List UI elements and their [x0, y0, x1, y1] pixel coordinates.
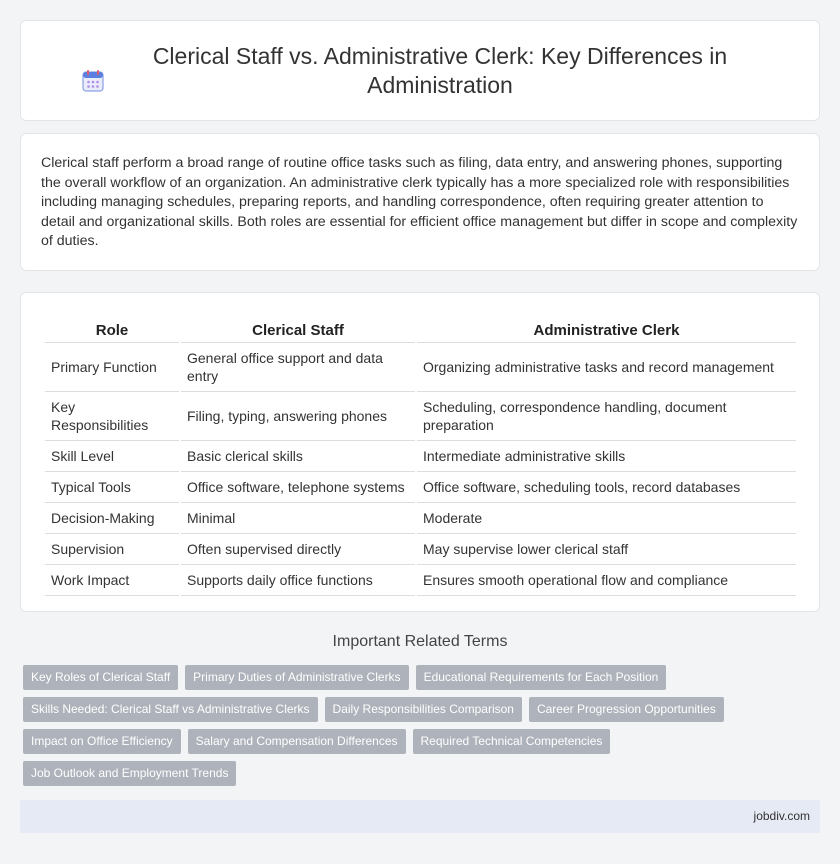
related-term-tag[interactable]: Required Technical Competencies [413, 729, 611, 754]
page-title: Clerical Staff vs. Administrative Clerk: Key Differences in Administration [152, 42, 728, 98]
header-role: Role [45, 313, 179, 343]
cell-admin: Office software, scheduling tools, record databases [417, 472, 796, 503]
table-row [45, 503, 796, 534]
cell-role: Primary Function [45, 343, 179, 392]
cell-admin: Scheduling, correspondence handling, document preparation [417, 392, 796, 441]
related-term-tag[interactable]: Salary and Compensation Differences [188, 729, 406, 754]
cell-admin: Organizing administrative tasks and record management [417, 343, 796, 392]
cell-clerical: General office support and data entry [181, 343, 415, 392]
table-row [45, 534, 796, 565]
intro-card [20, 133, 820, 271]
header-administrative-clerk: Administrative Clerk [417, 313, 796, 343]
intro-paragraph: Clerical staff perform a broad range of routine office tasks such as filing, data entry, and answering phones, supporting the overall workflow of an organization. An administrative clerk typically has a more specialized role with responsibilities including managing schedules, preparing reports, and handling correspondence, often requiring greater attention to detail and organizational skills. Both roles are essential for efficient office management but differ in scope and complexity of duties. [41, 155, 798, 250]
cell-role: Typical Tools [45, 472, 179, 503]
cell-admin: Ensures smooth operational flow and compliance [417, 565, 796, 596]
related-term-tag[interactable]: Primary Duties of Administrative Clerks [185, 665, 408, 690]
cell-role: Key Responsibilities [45, 392, 179, 441]
title-card [20, 20, 820, 121]
cell-clerical: Office software, telephone systems [181, 472, 415, 503]
related-term-tag[interactable]: Career Progression Opportunities [529, 697, 724, 722]
cell-clerical: Filing, typing, answering phones [181, 392, 415, 441]
related-terms-title: Important Related Terms [332, 633, 508, 650]
cell-role: Supervision [45, 534, 179, 565]
comparison-table-card [20, 292, 820, 612]
title-wrap [80, 42, 760, 100]
related-term-tag[interactable]: Job Outlook and Employment Trends [23, 761, 236, 786]
related-term-tag[interactable]: Educational Requirements for Each Position [416, 665, 667, 690]
cell-role: Skill Level [45, 441, 179, 472]
related-term-tag[interactable]: Daily Responsibilities Comparison [325, 697, 522, 722]
table-header-row [45, 313, 796, 343]
tag-row [23, 729, 823, 754]
cell-clerical: Often supervised directly [181, 534, 415, 565]
cell-admin: Moderate [417, 503, 796, 534]
table-row [45, 441, 796, 472]
table-row [45, 472, 796, 503]
comparison-table [43, 313, 798, 596]
table-row [45, 392, 796, 441]
cell-clerical: Supports daily office functions [181, 565, 415, 596]
cell-clerical: Minimal [181, 503, 415, 534]
related-terms-tags [23, 665, 823, 793]
cell-role: Work Impact [45, 565, 179, 596]
tag-row [23, 697, 823, 722]
cell-admin: May supervise lower clerical staff [417, 534, 796, 565]
calendar-icon [80, 68, 106, 94]
tag-row [23, 761, 823, 786]
related-term-tag[interactable]: Skills Needed: Clerical Staff vs Administrative Clerks [23, 697, 318, 722]
tag-row [23, 665, 823, 690]
related-term-tag[interactable]: Key Roles of Clerical Staff [23, 665, 178, 690]
cell-clerical: Basic clerical skills [181, 441, 415, 472]
table-row [45, 565, 796, 596]
footer-site-link[interactable]: jobdiv.com [753, 809, 810, 823]
related-term-tag[interactable]: Impact on Office Efficiency [23, 729, 181, 754]
cell-admin: Intermediate administrative skills [417, 441, 796, 472]
table-row [45, 343, 796, 392]
header-clerical-staff: Clerical Staff [181, 313, 415, 343]
footer [20, 800, 820, 833]
cell-role: Decision-Making [45, 503, 179, 534]
